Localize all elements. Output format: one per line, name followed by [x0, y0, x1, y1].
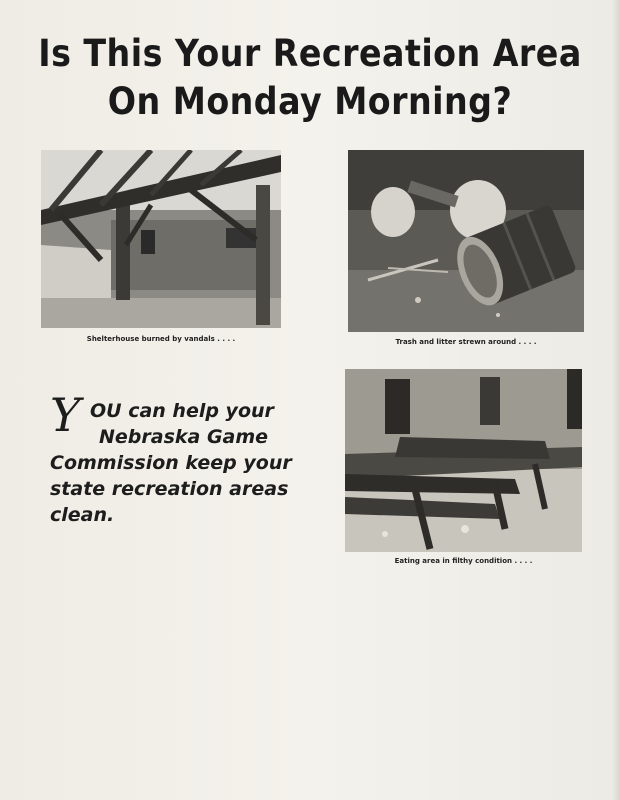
eating-area-photo [345, 369, 582, 552]
promo-line-2: Nebraska Game [99, 426, 269, 448]
trash-photo [348, 150, 584, 332]
promo-line-5: clean. [50, 504, 115, 526]
shelterhouse-photo [41, 150, 281, 328]
shelterhouse-caption: Shelterhouse burned by vandals . . . . [86, 335, 236, 343]
trash-caption: Trash and litter strewn around . . . . [395, 338, 537, 346]
headline-line-2: On Monday Morning? [107, 80, 513, 123]
promo-dropcap: Y [50, 388, 81, 442]
promo-line-3: Commission keep your [50, 452, 292, 474]
eating-area-caption: Eating area in filthy condition . . . . [394, 557, 533, 565]
headline-line-1: Is This Your Recreation Area [38, 32, 582, 75]
promo-line-1: OU can help your [90, 400, 274, 422]
page-headline [31, 30, 589, 126]
page-edge-shadow [612, 0, 620, 800]
promo-line-4: state recreation areas [50, 478, 289, 500]
